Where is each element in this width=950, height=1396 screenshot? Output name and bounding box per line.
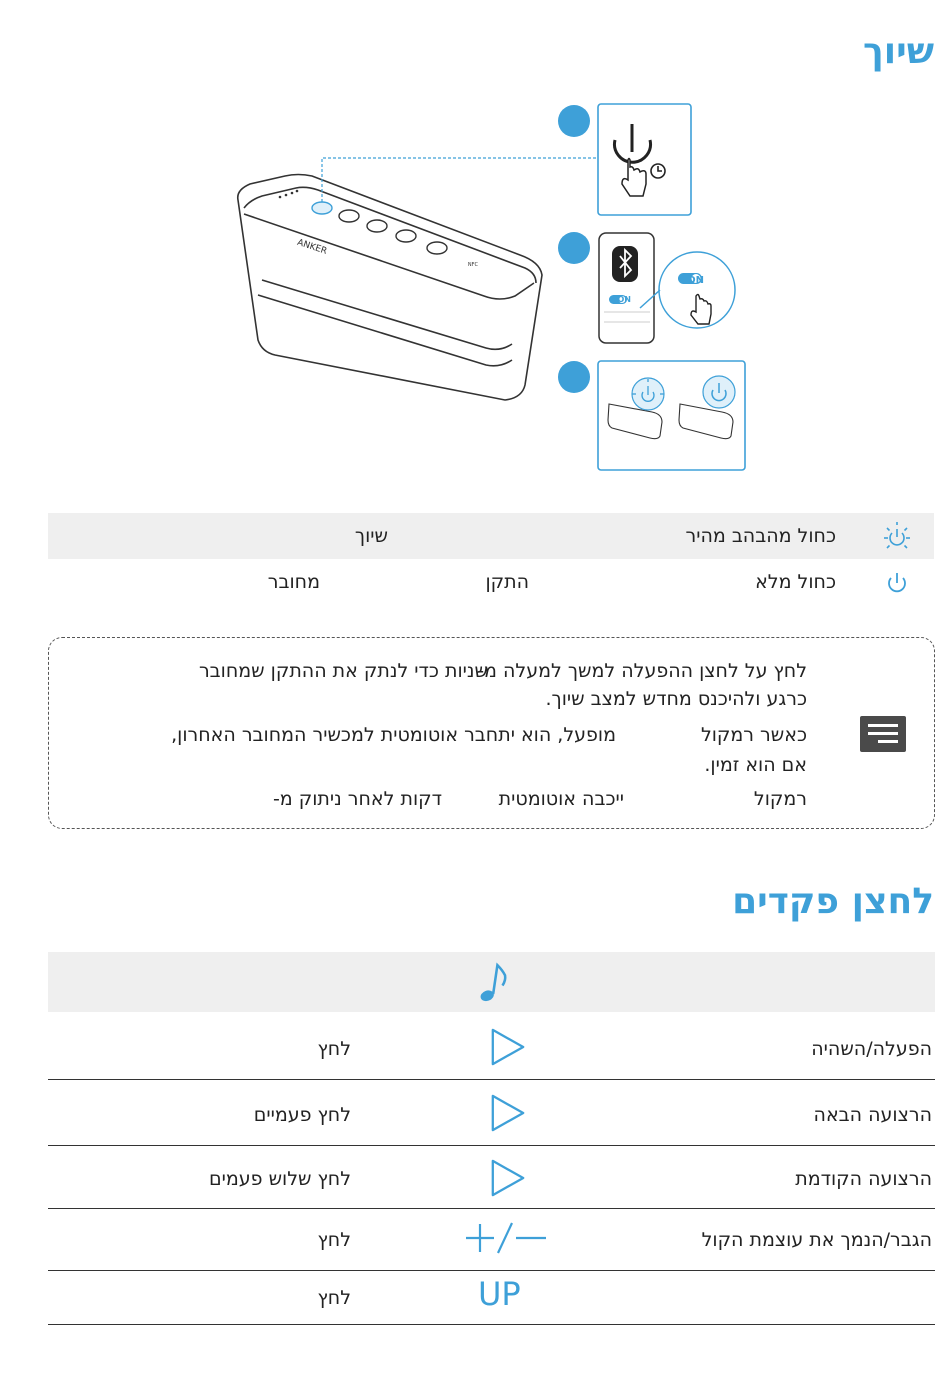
status-text: מחובר: [267, 571, 320, 593]
operation-label: לחץ: [317, 1229, 351, 1251]
operation-label: לחץ: [317, 1038, 351, 1060]
note-line-3b: מופעל, הוא יתחבר אוטומטית למכשיר המחובר האחרון,: [171, 724, 616, 746]
status-text: שיוך: [354, 525, 388, 547]
play-icon: [489, 1093, 527, 1133]
note-icon: [860, 716, 906, 752]
table-row: [48, 1209, 935, 1271]
svg-text:ON: ON: [687, 275, 704, 286]
indicator-row-pairing: [48, 513, 934, 559]
up-button-label: UP: [478, 1275, 521, 1313]
operation-label: לחץ שלוש פעמים: [209, 1168, 351, 1190]
step-marker-3: [558, 361, 590, 393]
note-line-1b: שניות כדי לנתק את ההתקן שמחובר: [198, 660, 488, 682]
operation-label: לחץ: [317, 1287, 351, 1309]
note-line-3a: כאשר רמקול: [700, 724, 807, 746]
led-state: כחול מלא: [755, 571, 836, 593]
svg-text:ON: ON: [617, 295, 631, 304]
nfc-mark: NFC: [467, 262, 478, 268]
note-line-5c: דקות לאחר ניתוק מ-: [272, 788, 442, 810]
action-label: הרצועה הבאה: [813, 1104, 932, 1126]
note-line-5b: ייכבה אוטומטית: [498, 788, 624, 810]
device-label: התקן: [485, 571, 529, 593]
section-title-pairing: שיוך: [862, 31, 934, 72]
music-note-icon: [477, 960, 511, 1006]
action-label: הרצועה הקודמת: [795, 1168, 932, 1190]
play-icon: [489, 1027, 527, 1067]
section-title-controls: לחצן פקדים: [732, 881, 934, 922]
step-marker-1: [558, 105, 590, 137]
table-row: [48, 1271, 935, 1325]
pairing-illustration: [0, 90, 950, 490]
plus-minus-icon: [464, 1221, 548, 1255]
step-marker-2: [558, 232, 590, 264]
action-label: הפעלה/השהיה: [811, 1038, 932, 1060]
note-box: [48, 637, 935, 829]
table-row: [48, 1146, 935, 1209]
note-line-5a: רמקול: [753, 788, 807, 810]
action-label: הגבר/הנמך את עוצמת הקול: [701, 1229, 932, 1251]
blinking-power-icon: [882, 521, 912, 551]
note-line-2: כרגע ולהיכנס מחדש למצב שיוך.: [545, 688, 807, 710]
note-line-1a: לחץ על לחצן ההפעלה למשך למעלה מ-: [477, 660, 807, 682]
speaker-image: [238, 175, 542, 401]
led-state: כחול מהבהב מהיר: [685, 525, 836, 547]
operation-label: לחץ פעמיים: [253, 1104, 351, 1126]
power-icon: [882, 567, 912, 597]
controls-table-header: [48, 952, 935, 1012]
indicator-row-connected: [48, 559, 934, 605]
table-row: [48, 1080, 935, 1146]
note-line-4: אם הוא זמין.: [704, 754, 807, 776]
play-icon: [489, 1158, 527, 1198]
table-row: [48, 1013, 935, 1080]
speaker-logo: ANKER: [295, 237, 329, 257]
